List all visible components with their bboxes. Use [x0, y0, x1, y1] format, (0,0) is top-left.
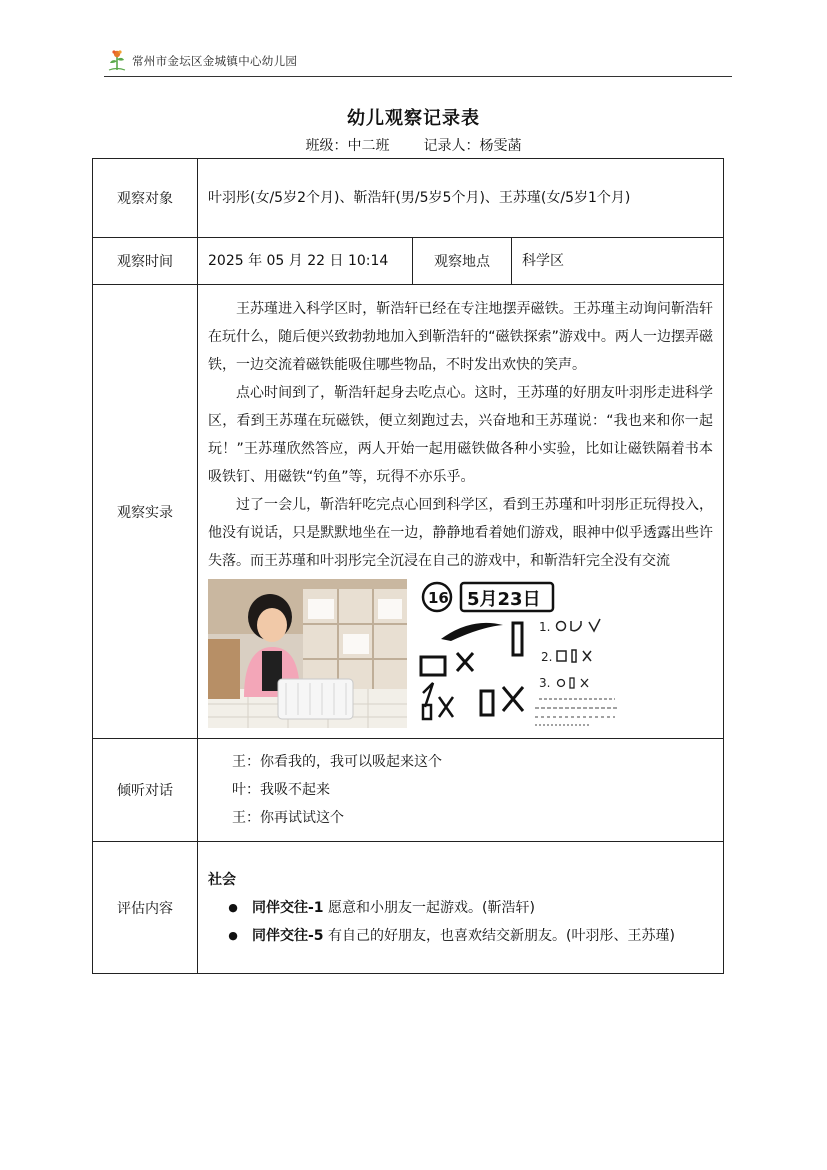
dialogue-line-3: 王：你再试试这个 [232, 810, 344, 826]
label-dialogue: 倾听对话 [93, 739, 198, 842]
sheet-line-3: 3. [539, 676, 551, 690]
label-record: 观察实录 [93, 285, 198, 739]
sheet-line-2: 2. [541, 650, 553, 664]
value-place: 科学区 [512, 238, 724, 285]
sheet-date: 5月23日 [467, 589, 541, 610]
item-1-text: 愿意和小朋友一起游戏。(靳浩轩) [323, 899, 535, 916]
row-evaluation [93, 842, 724, 974]
evaluation-item-2 [208, 922, 713, 950]
label-place: 观察地点 [413, 238, 512, 285]
value-evaluation [198, 842, 724, 974]
photo-strip [208, 579, 713, 738]
row-subject [93, 159, 724, 238]
record-paragraph-3: 过了一会儿，靳浩轩吃完点心回到科学区，看到王苏瑾和叶羽彤正玩得投入，他没有说话，只是默默地坐在一边，静静地看着她们游戏，眼神中似乎透露出些许失落。而王苏瑾和叶羽彤完全沉浸在自己的游戏中，和靳浩轩完全没有交流 [208, 497, 714, 569]
subtitle [0, 135, 827, 155]
row-record [93, 285, 724, 739]
school-name: 常州市金坛区金城镇中心幼儿园 [132, 54, 298, 68]
sheet-line-1: 1. [539, 620, 551, 634]
value-dialogue [198, 739, 724, 842]
evaluation-domain: 社会 [208, 871, 236, 888]
row-time [93, 238, 724, 285]
recorder-label: 记录人：杨雯菡 [423, 138, 522, 154]
child-playing-photo [208, 579, 407, 728]
dialogue-line-1: 王：你看我的，我可以吸起来这个 [232, 754, 442, 770]
kindergarten-logo-icon [106, 48, 128, 72]
item-2-text: 有自己的好朋友，也喜欢结交新朋友。(叶羽彤、王苏瑾) [323, 927, 675, 944]
bullet-icon: ● [228, 900, 238, 914]
row-dialogue [93, 739, 724, 842]
record-paragraph-1: 王苏瑾进入科学区时，靳浩轩已经在专注地摆弄磁铁。王苏瑾主动询问靳浩轩在玩什么，随后便兴致勃勃地加入到靳浩轩的“磁铁探索”游戏中。两人一边摆弄磁铁，一边交流着磁铁能吸住哪些物品，不时发出欢快的笑声。 [208, 301, 714, 373]
value-subject: 叶羽彤(女/5岁2个月)、靳浩轩(男/5岁5个月)、王苏瑾(女/5岁1个月) [198, 159, 724, 238]
record-sheet-photo [411, 579, 625, 728]
label-evaluation: 评估内容 [93, 842, 198, 974]
record-paragraph-2: 点心时间到了，靳浩轩起身去吃点心。这时，王苏瑾的好朋友叶羽彤走进科学区，看到王苏瑾在玩磁铁，便立刻跑过去，兴奋地和王苏瑾说：“我也来和你一起玩！”王苏瑾欣然答应，两人开始一起用磁铁做各种小实验，比如让磁铁隔着书本吸铁钉、用磁铁“钓鱼”等，玩得不亦乐乎。 [208, 385, 714, 485]
sheet-number: 16 [428, 589, 449, 607]
page-header [104, 48, 732, 77]
dialogue-line-2: 叶：我吸不起来 [232, 782, 330, 798]
label-time: 观察时间 [93, 238, 198, 285]
evaluation-item-1 [208, 894, 713, 922]
page-title: 幼儿观察记录表 [347, 108, 480, 129]
bullet-icon: ● [228, 928, 238, 942]
observation-table [92, 158, 724, 974]
label-subject: 观察对象 [93, 159, 198, 238]
value-time: 2025 年 05 月 22 日 10:14 [198, 238, 413, 285]
item-1-code: 同伴交往-1 [252, 899, 324, 916]
item-2-code: 同伴交往-5 [252, 927, 324, 944]
value-record [198, 285, 724, 739]
class-label: 班级：中二班 [305, 138, 390, 154]
